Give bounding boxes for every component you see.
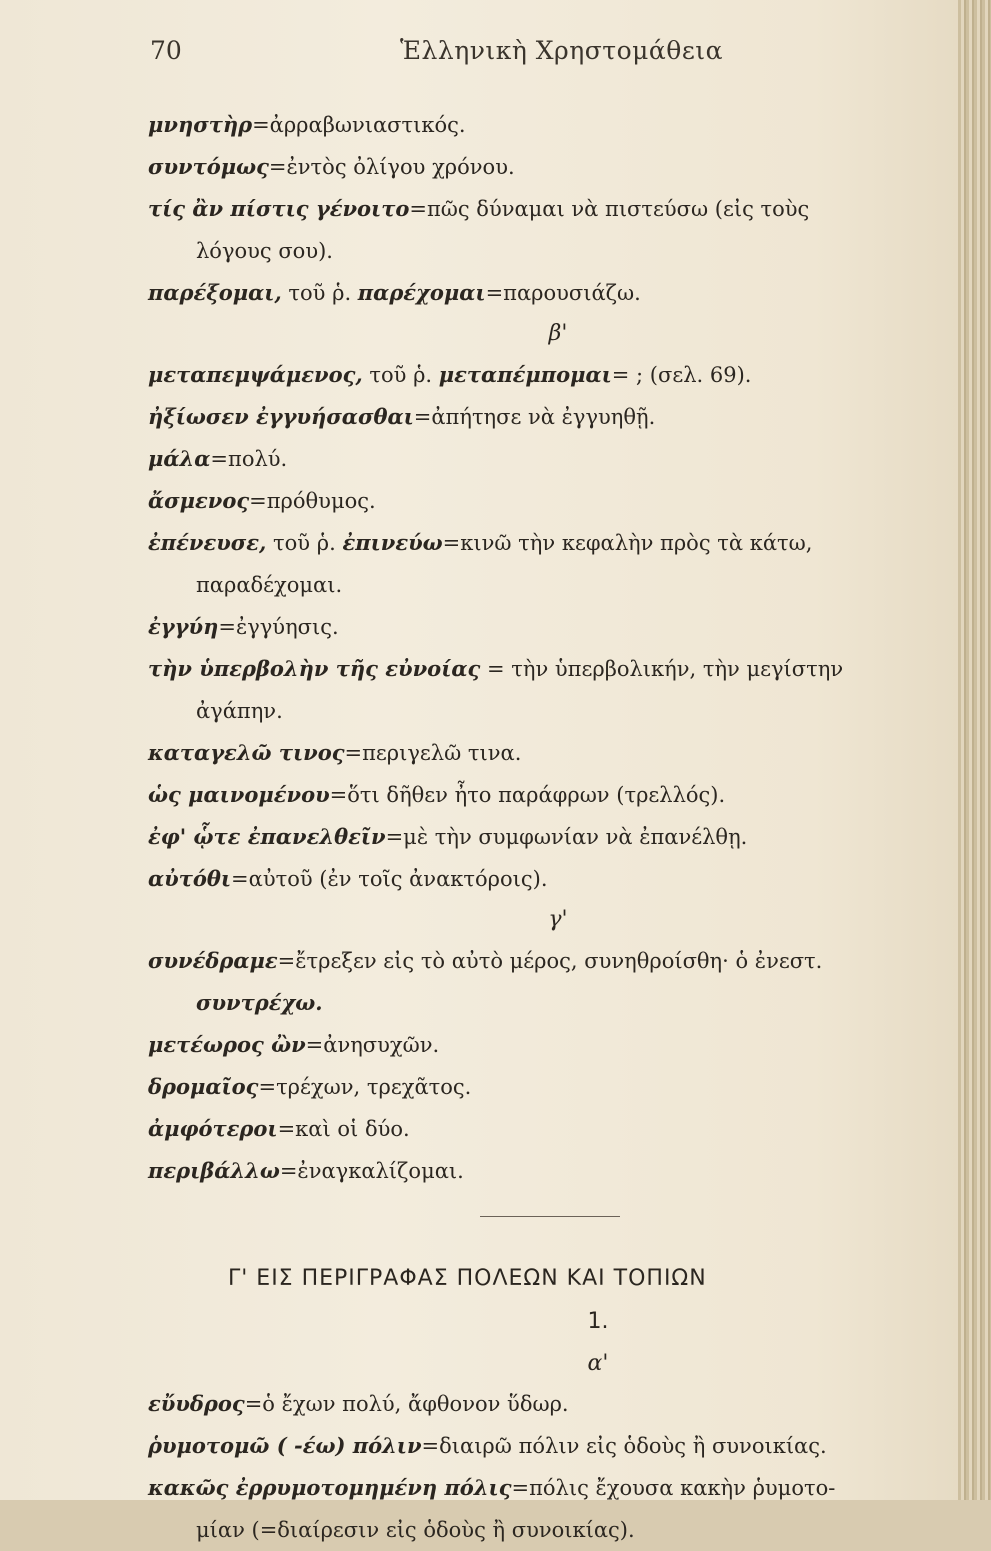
entry-term: κακῶς ἐρρυμοτομημένη πόλις bbox=[148, 1475, 512, 1500]
glossary-block-3 bbox=[148, 900, 948, 1192]
entry-definition-secondary: =παρουσιάζω. bbox=[485, 281, 641, 305]
entry-term: ἀμφότεροι bbox=[148, 1116, 278, 1141]
glossary-entry bbox=[148, 522, 948, 564]
subsection-marker: γ' bbox=[548, 907, 568, 932]
entry-term: ὡς μαινομένου bbox=[148, 782, 330, 807]
entry-term: ἄσμενος bbox=[148, 488, 250, 513]
entry-definition: =πολύ. bbox=[210, 447, 288, 471]
entry-definition: =πρόθυμος. bbox=[249, 489, 376, 513]
glossary-entry bbox=[148, 774, 948, 816]
entry-term: μνηστὴρ bbox=[148, 112, 253, 137]
entry-term-secondary: μεταπέμπομαι bbox=[438, 362, 612, 387]
entry-term-secondary: παρέχομαι bbox=[357, 280, 486, 305]
entry-definition: =καὶ οἱ δύο. bbox=[277, 1117, 410, 1141]
entry-definition: =περιγελῶ τινα. bbox=[344, 741, 522, 765]
entry-term: τίς ἂν πίστις γένοιτο bbox=[148, 196, 410, 221]
glossary-block-4 bbox=[148, 1383, 948, 1551]
glossary-entry-continuation: λόγους σου). bbox=[196, 239, 333, 263]
page-edge-stack bbox=[958, 0, 991, 1500]
glossary-entry bbox=[148, 940, 948, 982]
entry-definition: =ἀπήτησε νὰ ἐγγυηθῇ. bbox=[413, 405, 656, 429]
entry-term: ῥυμοτομῶ ( -έω) πόλιν bbox=[148, 1433, 422, 1458]
entry-term: συντρέχω. bbox=[196, 990, 323, 1015]
glossary-entry bbox=[148, 1467, 948, 1509]
entry-definition: =ὅτι δῆθεν ἦτο παράφρων (τρελλός). bbox=[329, 783, 726, 807]
glossary-entry bbox=[148, 1425, 948, 1467]
subsection-marker: α' bbox=[587, 1351, 609, 1376]
entry-term: δρομαῖος bbox=[148, 1074, 259, 1099]
entry-definition: =διαιρῶ πόλιν εἰς ὁδοὺς ἢ συνοικίας. bbox=[421, 1434, 827, 1458]
entry-term: μετέωρος ὢν bbox=[148, 1032, 306, 1057]
glossary-entry bbox=[148, 396, 948, 438]
entry-term: εὔυδρος bbox=[148, 1391, 245, 1416]
entry-definition: = τὴν ὑπερβολικήν, τὴν μεγίστην bbox=[480, 657, 844, 681]
entry-term: ἠξίωσεν ἐγγυήσασθαι bbox=[148, 404, 414, 429]
glossary-entry bbox=[148, 858, 948, 900]
entry-definition-secondary: =κινῶ τὴν κεφαλὴν πρὸς τὰ κάτω, bbox=[442, 531, 813, 555]
entry-definition-secondary: = ; (σελ. 69). bbox=[611, 363, 752, 387]
entry-term: αὐτόθι bbox=[148, 866, 232, 891]
entry-definition: τοῦ ῥ. bbox=[266, 531, 343, 555]
entry-definition: =μὲ τὴν συμφωνίαν νὰ ἐπανέλθῃ. bbox=[385, 825, 748, 849]
glossary-entry-continuation: μίαν (=διαίρεσιν εἰς ὁδοὺς ἢ συνοικίας). bbox=[196, 1518, 635, 1542]
glossary-entry bbox=[148, 480, 948, 522]
glossary-entry bbox=[148, 272, 948, 314]
entry-definition: =ἐναγκαλίζομαι. bbox=[279, 1159, 464, 1183]
section-title: Γ' ΕΙΣ ΠΕΡΙΓΡΑΦΑΣ ΠΟΛΕΩΝ ΚΑΙ ΤΟΠΙΩΝ bbox=[228, 1266, 707, 1291]
entry-term: συντόμως bbox=[148, 154, 269, 179]
entry-term: περιβάλλω bbox=[148, 1158, 280, 1183]
entry-definition: =ἀνησυχῶν. bbox=[305, 1033, 440, 1057]
entry-term: μεταπεμψάμενος, bbox=[148, 362, 363, 387]
glossary-entry bbox=[148, 146, 948, 188]
page-header bbox=[0, 36, 958, 76]
glossary-entry bbox=[148, 438, 948, 480]
entry-definition: =ὁ ἔχων πολύ, ἄφθονον ὕδωρ. bbox=[244, 1392, 569, 1416]
glossary-entry bbox=[148, 732, 948, 774]
glossary-entry bbox=[148, 1024, 948, 1066]
subsection-marker: β' bbox=[548, 321, 568, 346]
section-divider-rule bbox=[480, 1216, 620, 1217]
glossary-entry bbox=[148, 1150, 948, 1192]
entry-term: ἐγγύη bbox=[148, 614, 219, 639]
entry-definition: =πόλις ἔχουσα κακὴν ῥυμοτο- bbox=[511, 1476, 836, 1500]
entry-definition: =πῶς δύναμαι νὰ πιστεύσω (εἰς τοὺς bbox=[409, 197, 810, 221]
glossary-entry bbox=[148, 816, 948, 858]
glossary-block-1 bbox=[148, 104, 948, 314]
entry-term: τὴν ὑπερβολὴν τῆς εὐνοίας bbox=[148, 656, 481, 681]
entry-term: συνέδραμε bbox=[148, 948, 278, 973]
entry-term: ἐπένευσε, bbox=[148, 530, 267, 555]
entry-term-secondary: ἐπινεύω bbox=[342, 530, 443, 555]
glossary-entry-continuation bbox=[148, 982, 948, 1024]
glossary-entry-continuation: ἀγάπην. bbox=[196, 699, 283, 723]
entry-definition: =ἐγγύησις. bbox=[218, 615, 339, 639]
glossary-entry bbox=[148, 606, 948, 648]
glossary-entry bbox=[148, 648, 948, 690]
entry-definition: =ἀρραβωνιαστικός. bbox=[252, 113, 466, 137]
entry-definition: τοῦ ῥ. bbox=[362, 363, 439, 387]
running-title: Ἑλληνικὴ Χρηστομάθεια bbox=[400, 36, 723, 65]
section-number: 1. bbox=[587, 1309, 609, 1334]
glossary-entry bbox=[148, 1066, 948, 1108]
glossary-entry-continuation: παραδέχομαι. bbox=[196, 573, 343, 597]
entry-term: ἐφ' ᾧτε ἐπανελθεῖν bbox=[148, 824, 386, 849]
glossary-entry bbox=[148, 354, 948, 396]
entry-definition: =ἐντὸς ὀλίγου χρόνου. bbox=[268, 155, 515, 179]
glossary-entry bbox=[148, 188, 948, 230]
entry-term: καταγελῶ τινος bbox=[148, 740, 345, 765]
glossary-entry bbox=[148, 1108, 948, 1150]
entry-term: παρέξομαι, bbox=[148, 280, 282, 305]
entry-definition: =τρέχων, τρεχᾶτος. bbox=[258, 1075, 472, 1099]
glossary-entry bbox=[148, 1383, 948, 1425]
glossary-content bbox=[148, 104, 948, 1551]
glossary-block-2 bbox=[148, 314, 948, 900]
entry-definition: τοῦ ῥ. bbox=[281, 281, 358, 305]
entry-term: μάλα bbox=[148, 446, 211, 471]
page-number: 70 bbox=[150, 36, 182, 65]
entry-definition: =αὐτοῦ (ἐν τοῖς ἀνακτόροις). bbox=[231, 867, 548, 891]
glossary-entry bbox=[148, 104, 948, 146]
entry-definition: =ἔτρεξεν εἰς τὸ αὐτὸ μέρος, συνηθροίσθη· ὁ ἐνεστ. bbox=[277, 949, 823, 973]
